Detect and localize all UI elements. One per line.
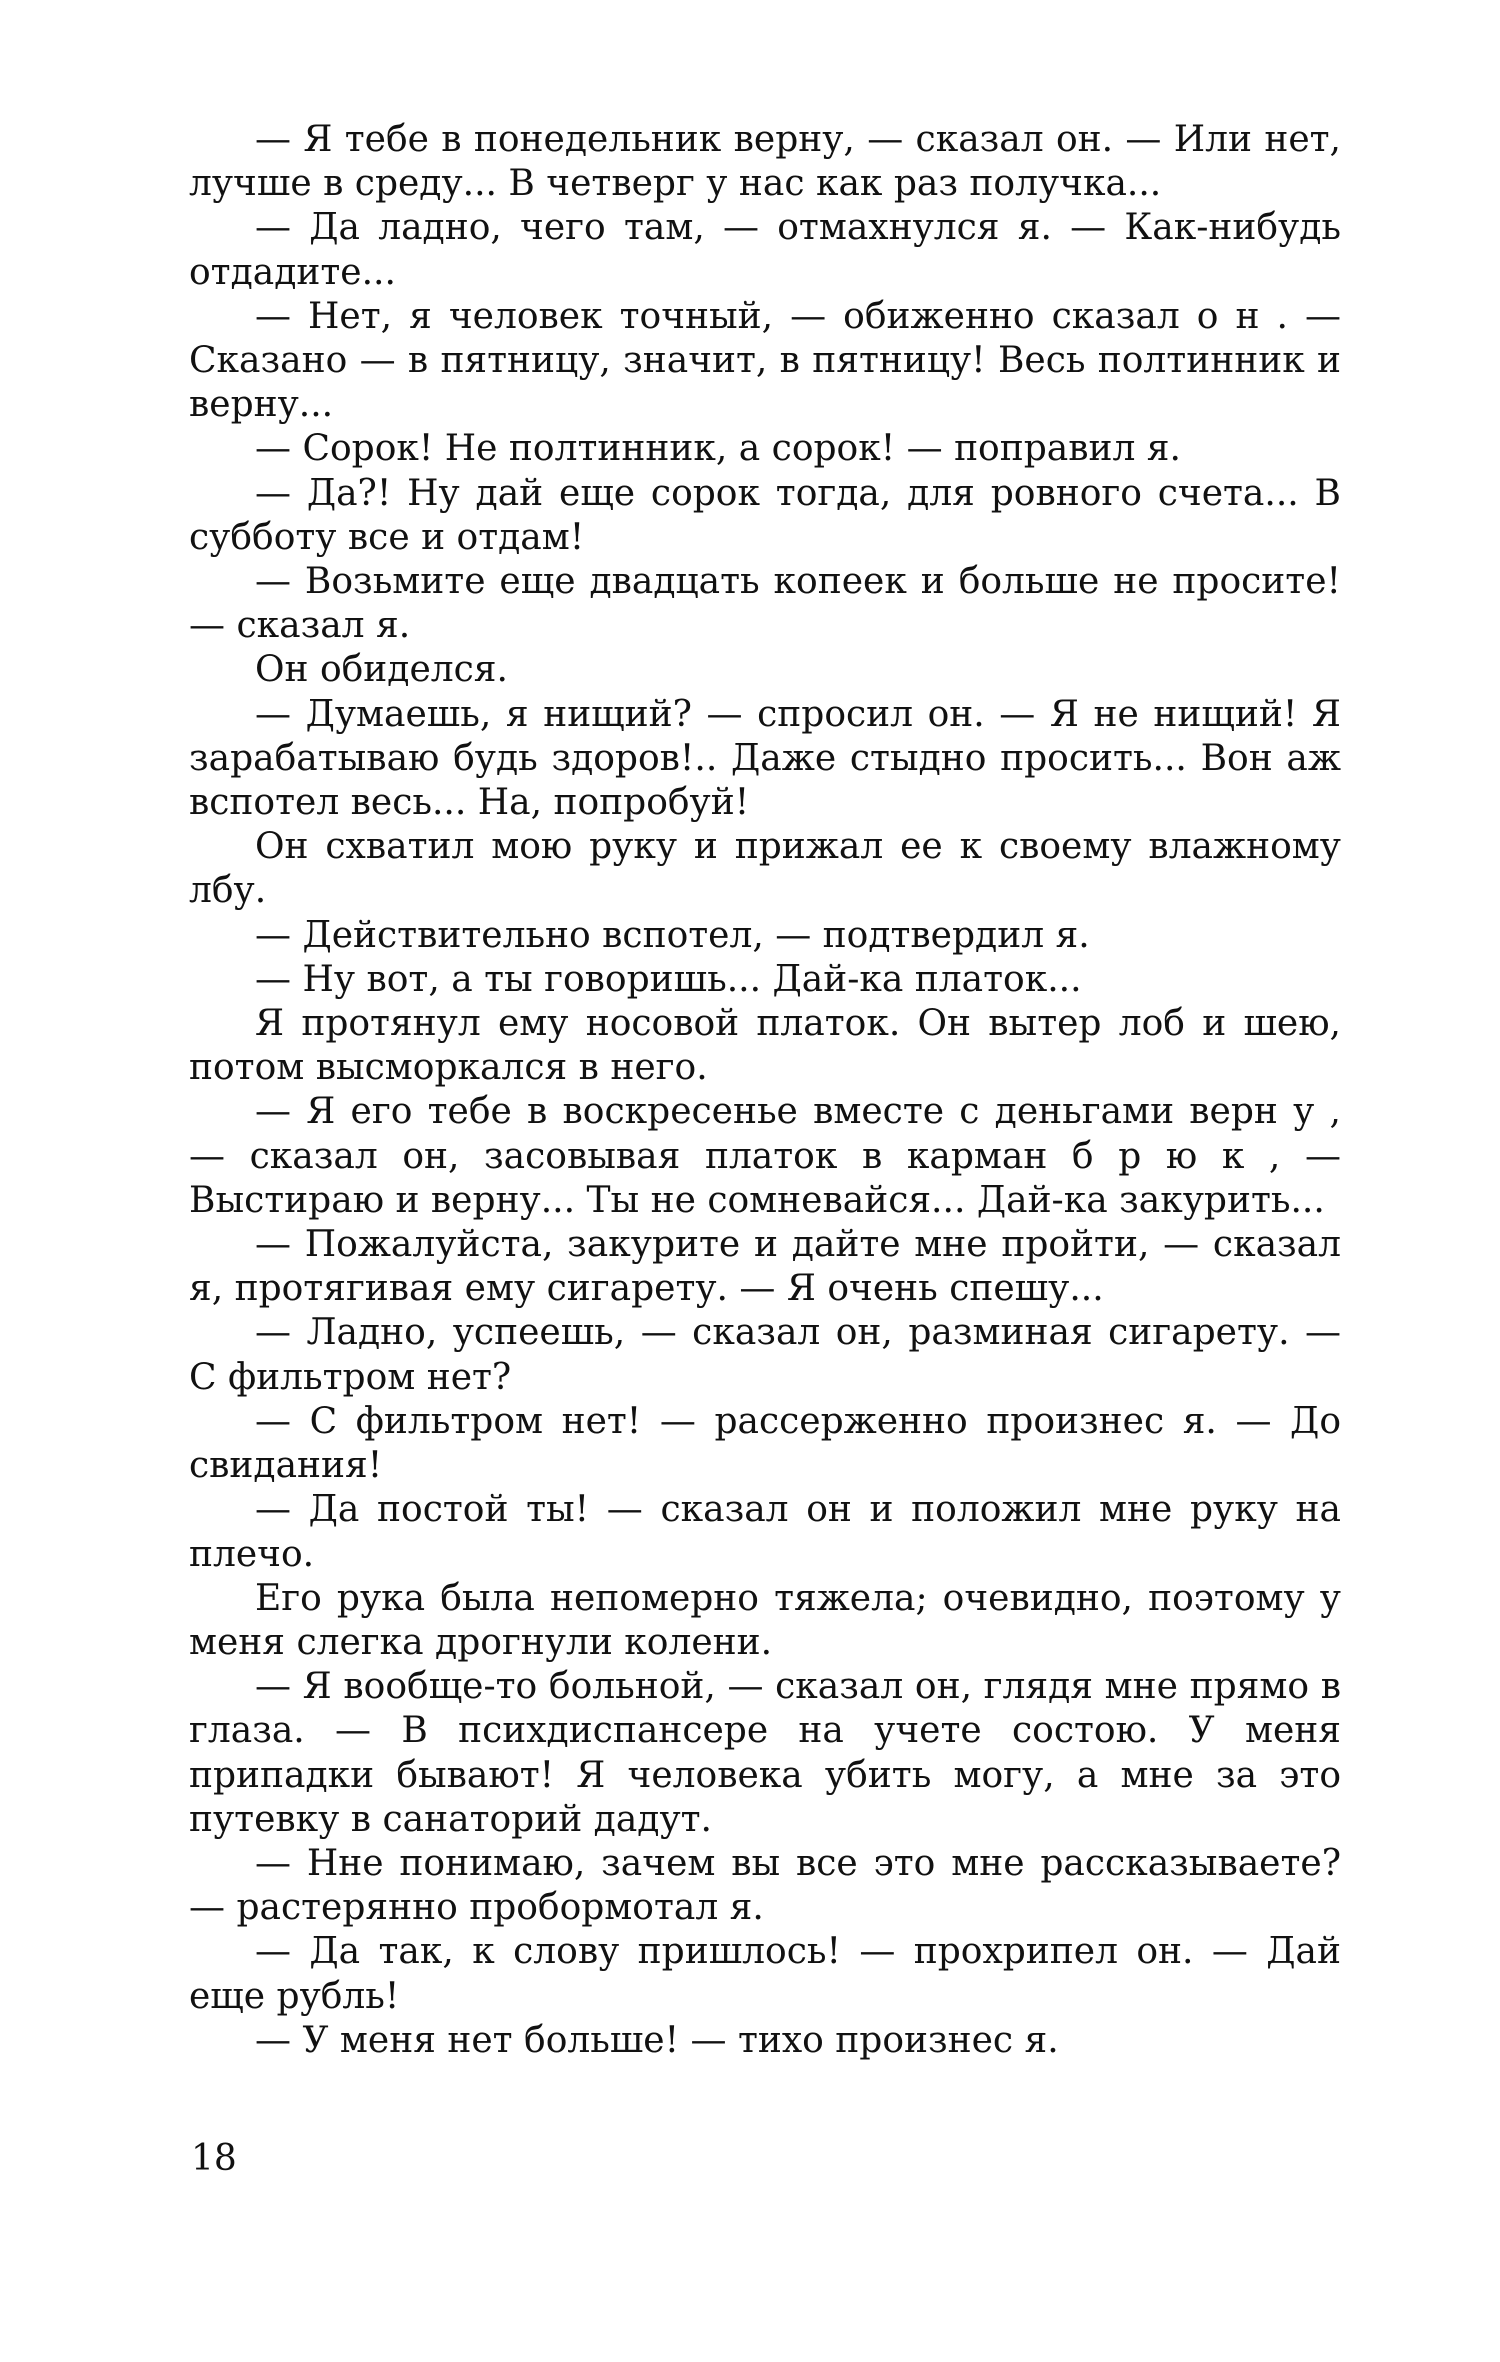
page-number: 18 bbox=[191, 2138, 237, 2179]
paragraph: — Ладно, успеешь, — сказал он, разминая сигарету. — С фильтром нет? bbox=[189, 1312, 1341, 1398]
paragraph: — Да постой ты! — сказал он и положил мне руку на плечо. bbox=[189, 1489, 1341, 1575]
paragraph: — У меня нет больше! — тихо произнес я. bbox=[255, 2019, 1059, 2061]
paragraph: — Нет, я человек точный, — обиженно сказал о н . — Сказано — в пятницу, значит, в пятницу! Весь полтинник и верну... bbox=[189, 295, 1341, 426]
paragraph: — С фильтром нет! — рассерженно произнес я. — До свидания! bbox=[189, 1400, 1341, 1487]
page-text bbox=[189, 118, 1341, 2063]
paragraph: — Да так, к слову пришлось! — прохрипел он. — Дай еще рубль! bbox=[189, 1931, 1341, 2017]
paragraph: — Думаешь, я нищий? — спросил он. — Я не нищий! Я зарабатываю будь здоров!.. Даже стыдно просить... Вон аж вспотел весь... На, попробуй! bbox=[189, 693, 1341, 824]
paragraph: Я протянул ему носовой платок. Он вытер лоб и шею, потом высморкался в него. bbox=[189, 1003, 1341, 1089]
paragraph: — Я его тебе в воскресенье вместе с деньгами верн у , — сказал он, засовывая платок в карман б р ю к , — Выстираю и верну... Ты не сомневайся... Дай-ка закурить... bbox=[189, 1091, 1341, 1221]
paragraph: — Я вообще-то больной, — сказал он, глядя мне прямо в глаза. — В психдиспансере на учете состою. У меня припадки бывают! Я человека убить могу, а мне за это путевку в санаторий дадут. bbox=[189, 1666, 1341, 1840]
paragraph: — Да ладно, чего там, — отмахнулся я. — Как-нибудь отдадите... bbox=[189, 207, 1341, 293]
paragraph: — Да?! Ну дай еще сорок тогда, для ровного счета... В субботу все и отдам! bbox=[189, 472, 1341, 558]
paragraph: Он обиделся. bbox=[255, 649, 508, 691]
paragraph: — Ну вот, а ты говоришь... Дай-ка платок... bbox=[255, 958, 1082, 1000]
paragraph: — Нне понимаю, зачем вы все это мне рассказываете? — растерянно пробормотал я. bbox=[189, 1842, 1341, 1929]
paragraph: — Возьмите еще двадцать копеек и больше не просите! — сказал я. bbox=[189, 561, 1341, 647]
paragraph: — Я тебе в понедельник верну, — сказал он. — Или нет, лучше в среду... В четверг у нас как раз получка... bbox=[189, 119, 1341, 205]
paragraph: Его рука была непомерно тяжела; очевидно, поэтому у меня слегка дрогнули колени. bbox=[189, 1577, 1341, 1663]
paragraph: Он схватил мою руку и прижал ее к своему влажному лбу. bbox=[189, 826, 1341, 912]
paragraph: — Сорок! Не полтинник, а сорок! — поправил я. bbox=[255, 428, 1181, 470]
paragraph: — Действительно вспотел, — подтвердил я. bbox=[255, 914, 1090, 956]
paragraph: — Пожалуйста, закурите и дайте мне пройти, — сказал я, протягивая ему сигарету. — Я очень спешу... bbox=[189, 1224, 1341, 1310]
